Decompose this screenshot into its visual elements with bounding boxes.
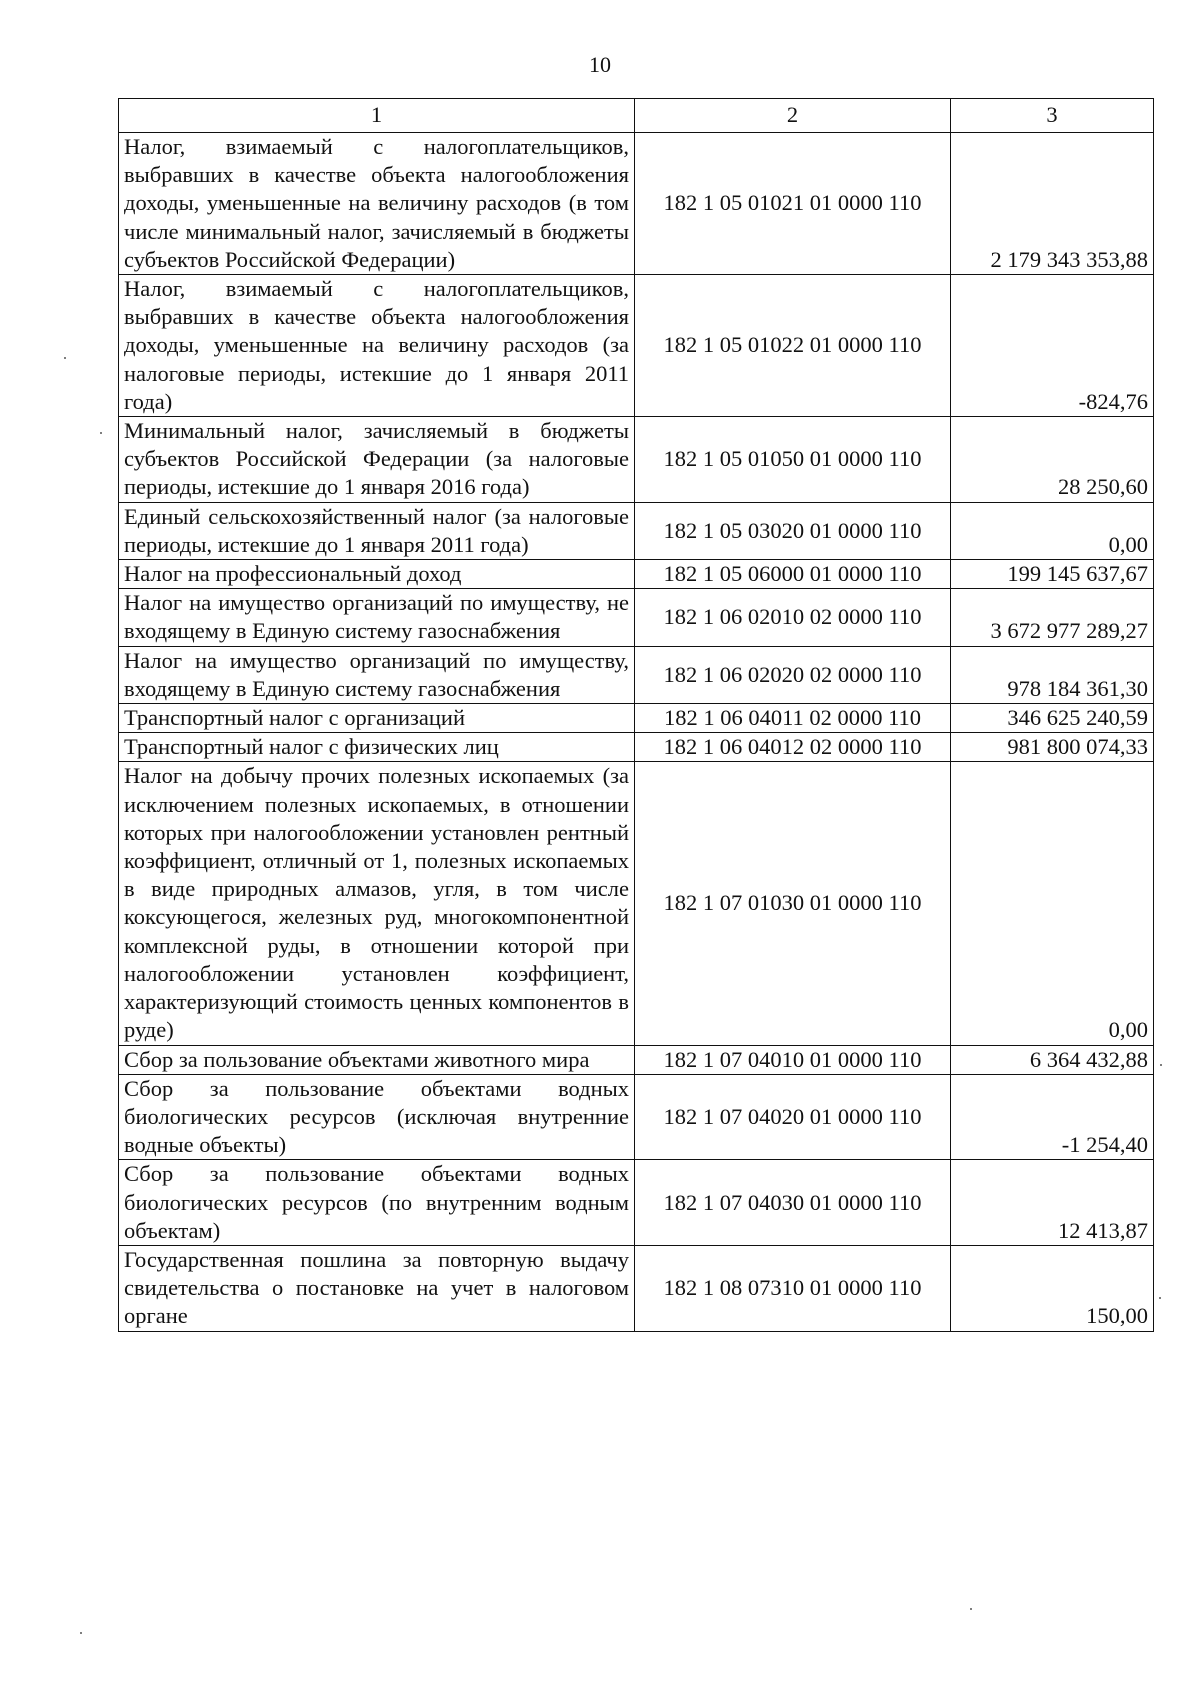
table-row [119,589,1154,646]
budget-code-cell: 182 1 08 07310 01 0000 110 [635,1245,951,1331]
amount-cell: 12 413,87 [951,1160,1154,1246]
scan-speck [1160,1064,1162,1066]
table-row [119,275,1154,417]
table-row [119,133,1154,275]
scan-speck [64,357,66,359]
budget-code-cell: 182 1 07 04030 01 0000 110 [635,1160,951,1246]
column-header-1: 1 [119,99,635,133]
tax-name-cell: Налог, взимаемый с налогоплательщиков, выбравших в качестве объекта налогообложения доходы, уменьшенные на величину расходов (в том числе минимальный налог, зачисляемый в бюджеты субъектов Российской Федерации) [119,133,635,275]
amount-cell: 2 179 343 353,88 [951,133,1154,275]
amount-cell: 981 800 074,33 [951,733,1154,762]
tax-name-cell: Государственная пошлина за повторную выдачу свидетельства о постановке на учет в налоговом органе [119,1245,635,1331]
tax-name-cell: Единый сельскохозяйственный налог (за налоговые периоды, истекшие до 1 января 2011 года) [119,502,635,559]
table-row [119,1074,1154,1160]
budget-code-cell: 182 1 05 01050 01 0000 110 [635,417,951,503]
tax-name-cell: Транспортный налог с организаций [119,704,635,733]
column-header-2: 2 [635,99,951,133]
table-row [119,417,1154,503]
table-row [119,1160,1154,1246]
table-row [119,762,1154,1045]
budget-code-cell: 182 1 05 06000 01 0000 110 [635,560,951,589]
budget-code-cell: 182 1 05 01022 01 0000 110 [635,275,951,417]
revenue-table [118,98,1154,1332]
table-row [119,502,1154,559]
table-row [119,1045,1154,1074]
budget-code-cell: 182 1 06 02010 02 0000 110 [635,589,951,646]
budget-code-cell: 182 1 06 04012 02 0000 110 [635,733,951,762]
amount-cell: 0,00 [951,762,1154,1045]
header-row [119,99,1154,133]
budget-code-cell: 182 1 05 03020 01 0000 110 [635,502,951,559]
amount-cell: 346 625 240,59 [951,704,1154,733]
tax-name-cell: Налог на имущество организаций по имуществу, входящему в Единую систему газоснабжения [119,646,635,703]
budget-code-cell: 182 1 07 04010 01 0000 110 [635,1045,951,1074]
scan-speck [970,1608,972,1610]
amount-cell: -824,76 [951,275,1154,417]
amount-cell: 3 672 977 289,27 [951,589,1154,646]
tax-name-cell: Налог на профессиональный доход [119,560,635,589]
column-header-3: 3 [951,99,1154,133]
budget-code-cell: 182 1 05 01021 01 0000 110 [635,133,951,275]
tax-name-cell: Налог на добычу прочих полезных ископаемых (за исключением полезных ископаемых, в отношении которых при налогообложении установлен рентный коэффициент, отличный от 1, полезных ископаемых в виде природных алмазов, угля, в том числе коксующегося, железных руд, многокомпонентной комплексной руды, в отношении которой при налогообложении установлен коэффициент, характеризующий стоимость ценных компонентов в руде) [119,762,635,1045]
amount-cell: 6 364 432,88 [951,1045,1154,1074]
amount-cell: 150,00 [951,1245,1154,1331]
budget-code-cell: 182 1 06 02020 02 0000 110 [635,646,951,703]
amount-cell: 28 250,60 [951,417,1154,503]
table-row [119,704,1154,733]
page-number: 10 [589,52,611,77]
table-row [119,560,1154,589]
budget-code-cell: 182 1 07 04020 01 0000 110 [635,1074,951,1160]
tax-name-cell: Транспортный налог с физических лиц [119,733,635,762]
tax-name-cell: Налог на имущество организаций по имуществу, не входящему в Единую систему газоснабжения [119,589,635,646]
tax-name-cell: Минимальный налог, зачисляемый в бюджеты субъектов Российской Федерации (за налоговые периоды, истекшие до 1 января 2016 года) [119,417,635,503]
scan-speck [1159,1297,1161,1299]
revenue-table-body [119,99,1154,1332]
amount-cell: 199 145 637,67 [951,560,1154,589]
amount-cell: 0,00 [951,502,1154,559]
table-row [119,1245,1154,1331]
tax-name-cell: Налог, взимаемый с налогоплательщиков, выбравших в качестве объекта налогообложения доходы, уменьшенные на величину расходов (за налоговые периоды, истекшие до 1 января 2011 года) [119,275,635,417]
scan-speck [80,1632,82,1634]
scan-speck [100,432,102,434]
tax-name-cell: Сбор за пользование объектами водных биологических ресурсов (исключая внутренние водные объекты) [119,1074,635,1160]
budget-code-cell: 182 1 06 04011 02 0000 110 [635,704,951,733]
tax-name-cell: Сбор за пользование объектами животного мира [119,1045,635,1074]
table-row [119,646,1154,703]
tax-name-cell: Сбор за пользование объектами водных биологических ресурсов (по внутренним водным объектам) [119,1160,635,1246]
amount-cell: 978 184 361,30 [951,646,1154,703]
budget-code-cell: 182 1 07 01030 01 0000 110 [635,762,951,1045]
amount-cell: -1 254,40 [951,1074,1154,1160]
table-row [119,733,1154,762]
